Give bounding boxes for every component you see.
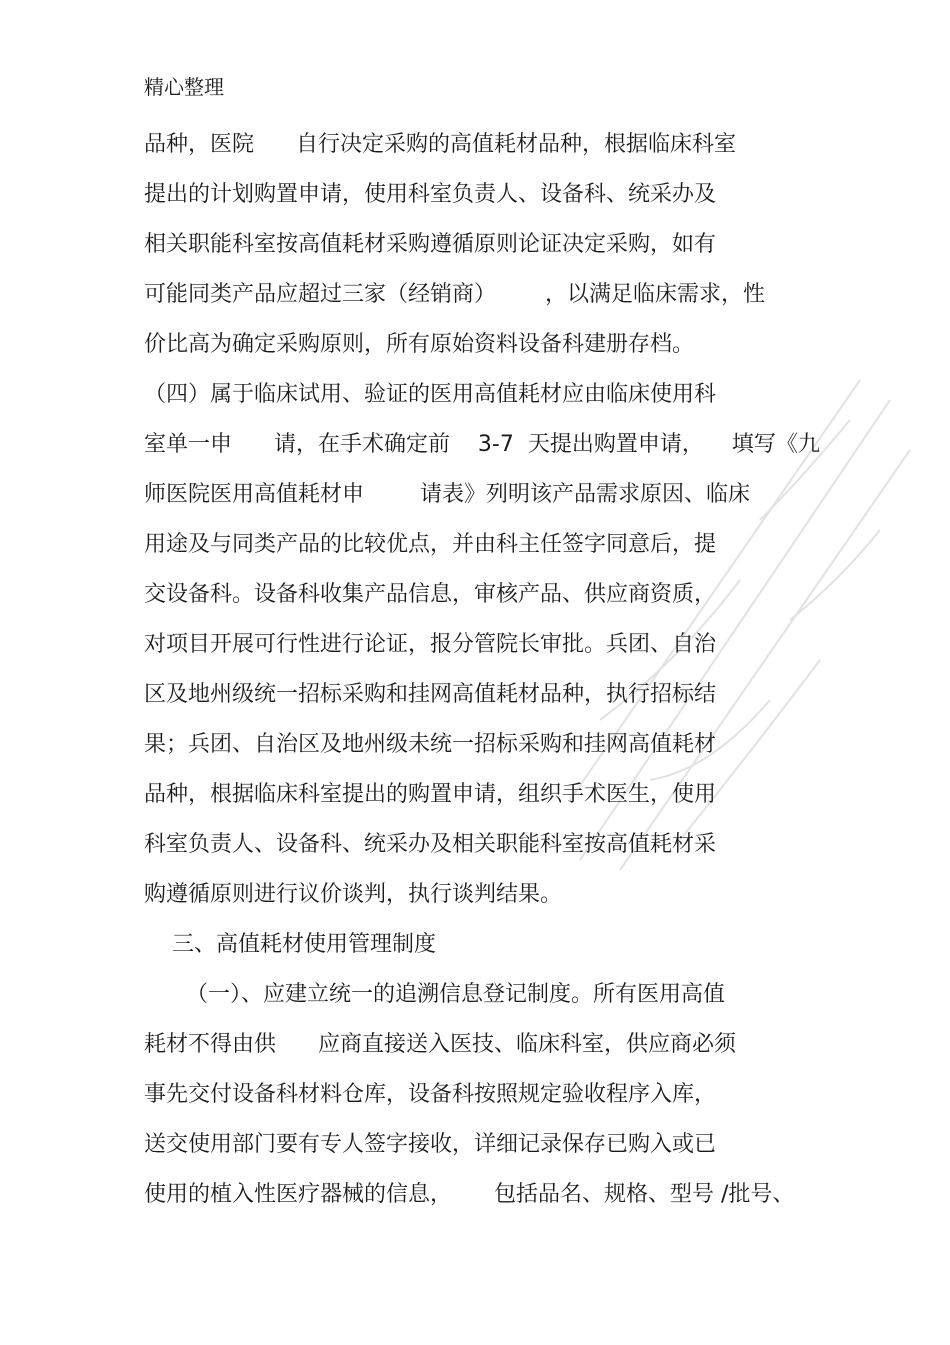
body-line: 可能同类产品应超过三家（经销商） ，以满足临床需求，性	[144, 282, 765, 307]
page-header: 精心整理	[144, 75, 224, 99]
body-line: （一）、应建立统一的追溯信息登记制度。所有医用高值	[144, 982, 725, 1007]
body-line: 对项目开展可行性进行论证，报分管院长审批。兵团、自治	[144, 632, 717, 657]
body-line: 果；兵团、自治区及地州级未统一招标采购和挂网高值耗材	[144, 732, 717, 757]
body-line: 交设备科。设备科收集产品信息，审核产品、供应商资质，	[144, 582, 717, 607]
body-line: 购遵循原则进行议价谈判，执行谈判结果。	[144, 882, 563, 907]
body-line: 提出的计划购置申请，使用科室负责人、设备科、统采办及	[144, 182, 717, 207]
body-line: 相关职能科室按高值耗材采购遵循原则论证决定采购，如有	[144, 232, 717, 257]
body-line: 使用的植入性医疗器械的信息， 包括品名、规格、型号 /批号、	[144, 1182, 795, 1207]
body-line: 耗材不得由供 应商直接送入医技、临床科室，供应商必须	[144, 1032, 736, 1057]
body-line: （四）属于临床试用、验证的医用高值耗材应由临床使用科	[144, 382, 717, 407]
body-line: 价比高为确定采购原则，所有原始资料设备科建册存档。	[144, 332, 695, 357]
body-line: 室单一申 请，在手术确定前 3-7 天提出购置申请， 填写《九	[144, 432, 820, 457]
body-line: 品种，根据临床科室提出的购置申请，组织手术医生，使用	[144, 782, 717, 807]
body-line: 区及地州级统一招标采购和挂网高值耗材品种，执行招标结	[144, 682, 717, 707]
body-line: 师医院医用高值耗材申 请表》列明该产品需求原因、临床	[144, 482, 750, 507]
body-line: 用途及与同类产品的比较优点，并由科主任签字同意后，提	[144, 532, 717, 557]
body-line: 事先交付设备科材料仓库，设备科按照规定验收程序入库，	[144, 1082, 717, 1107]
section-heading: 三、高值耗材使用管理制度	[144, 932, 436, 957]
body-line: 科室负责人、设备科、统采办及相关职能科室按高值耗材采	[144, 832, 717, 857]
body-line: 送交使用部门要有专人签字接收，详细记录保存已购入或已	[144, 1132, 717, 1157]
body-line: 品种，医院 自行决定采购的高值耗材品种，根据临床科室	[144, 132, 736, 157]
